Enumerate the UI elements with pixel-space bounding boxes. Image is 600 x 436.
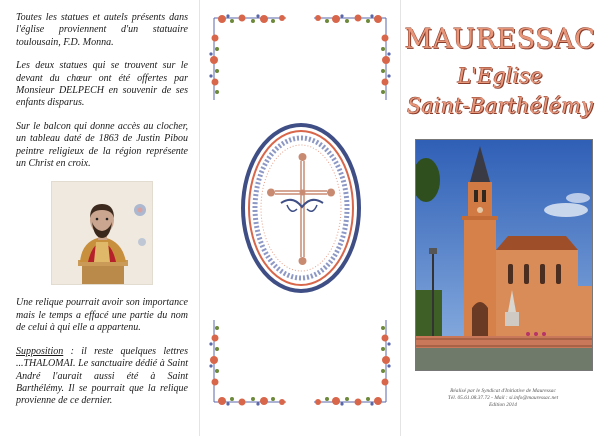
paragraph-delpech: Les deux statues qui se trouvent sur le devant du chœur ont été offertes par Monsieur DELPECH en souvenir de ses enfants disparus. xyxy=(16,60,188,109)
floral-corner-icon xyxy=(208,318,288,408)
right-panel xyxy=(400,0,600,436)
supposition-text: : il reste quelques lettres ...THALOMAI. Le sanctuaire dédié à Saint André l'aurait aussi été à Saint Barthélémy. Il se pourrait que la relique provienne de ce dernier. xyxy=(16,345,188,407)
supposition-label: Supposition xyxy=(16,345,64,357)
cross-medallion-icon xyxy=(241,123,361,293)
saint-statue-photo xyxy=(51,181,153,285)
church-photo xyxy=(415,139,593,371)
paragraph-balcony-painting: Sur le balcon qui donne accès au clocher, un tableau daté de 1863 de Justin Pibou peintre religieux de la région représente un Christ en croix. xyxy=(16,120,188,170)
left-panel xyxy=(0,0,200,436)
floral-corner-icon xyxy=(208,12,288,102)
credit-edition: Edition 2014 xyxy=(488,402,517,408)
middle-panel xyxy=(200,0,400,436)
floral-corner-icon xyxy=(312,12,392,102)
credits-block xyxy=(415,388,591,409)
title-church: L'Eglise xyxy=(457,64,543,88)
credit-syndicat: Réalisé par le Syndicat d'Initiative de Mauressac xyxy=(450,388,556,394)
credit-contact: Tél. 05.61.08.37.72 - Mail : si.info@mauressac.net xyxy=(447,395,559,401)
title-town: MAURESSAC xyxy=(404,24,596,55)
paragraph-relic: Une relique pourrait avoir son importance mais le temps a effacé une partie du nom de celui à qui elle a appartenu. xyxy=(16,297,188,334)
floral-corner-icon xyxy=(312,318,392,408)
paragraph-statuary: Toutes les statues et autels présents dans l'église proviennent d'un statuaire toulousain, F.D. Monna. xyxy=(16,12,188,48)
title-saint: Saint-Barthélémy xyxy=(407,94,593,118)
paragraph-supposition xyxy=(16,346,188,408)
